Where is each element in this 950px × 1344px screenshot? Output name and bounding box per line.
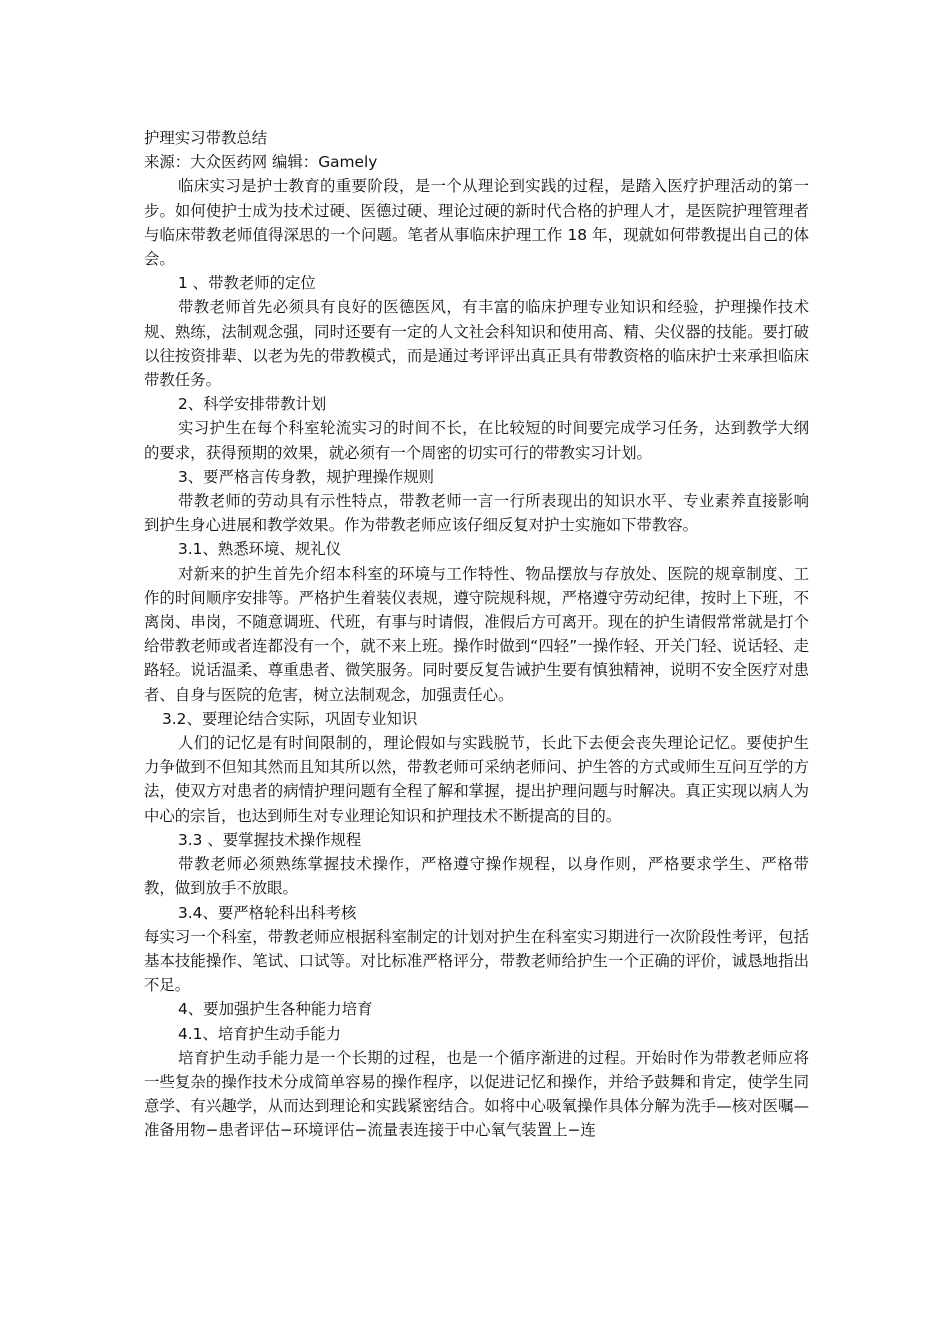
body-paragraph: 实习护生在每个科室轮流实习的时间不长，在比较短的时间要完成学习任务，达到教学大纲的要求，获得预期的效果，就必须有一个周密的切实可行的带教实习计划。 (144, 419, 809, 462)
body-paragraph: 带教老师首先必须具有良好的医德医风，有丰富的临床护理专业知识和经验，护理操作技术规、熟练，法制观念强，同时还要有一定的人文社会科知识和使用高、精、尖仪器的技能。要打破以往按资排辈、以老为先的带教模式，而是通过考评评出真正具有带教资格的临床护士来承担临床带教任务。 (144, 298, 809, 390)
body-paragraph: 对新来的护生首先介绍本科室的环境与工作特性、物品摆放与存放处、医院的规章制度、工作的时间顺序安排等。严格护生着装仪表规，遵守院规科规，严格遵守劳动纪律，按时上下班，不离岗、串岗，不随意调班、代班，有事与时请假，准假后方可离开。现在的护生请假常常就是打个给带教老师或者连都没有一个，就不来上班。操作时做到“四轻”一操作轻、开关门轻、说话轻、走路轻。说话温柔、尊重患者、微笑服务。同时要反复告诫护生要有慎独精神，说明不安全医疗对患者、自身与医院的危害，树立法制观念，加强责任心。 (144, 564, 809, 704)
document-body (144, 126, 809, 1143)
source-line: 来源：大众医药网 编辑：Gamely (144, 153, 378, 172)
body-paragraph: 人们的记忆是有时间限制的，理论假如与实践脱节，长此下去便会丧失理论记忆。要使护生力争做到不但知其然而且知其所以然，带教老师可采纳老师问、护生答的方式或师生互问互学的方法，使双方对患者的病情护理问题有全程了解和掌握，提出护理问题与时解决。真正实现以病人为中心的宗旨，也达到师生对专业理论知识和护理技术不断提高的目的。 (144, 734, 809, 825)
body-paragraph: 培育护生动手能力是一个长期的过程，也是一个循序渐进的过程。开始时作为带教老师应将一些复杂的操作技术分成简单容易的操作程序，以促进记忆和操作，并给予鼓舞和肯定，使学生同意学、有兴趣学，从而达到理论和实践紧密结合。如将中心吸氧操作具体分解为洗手—核对医嘱—准备用物−患者评估−环境评估−流量表连接于中心氧气装置上−连 (144, 1048, 809, 1140)
body-paragraph: 每实习一个科室，带教老师应根据科室制定的计划对护生在科室实习期进行一次阶段性考评，包括基本技能操作、笔试、口试等。对比标准严格评分，带教老师给护生一个正确的评价，诚恳地指出不足。 (144, 927, 809, 995)
section-heading: 4、要加强护生各种能力培育 (178, 1000, 373, 1019)
subsection-heading: 3.4、要严格轮科出科考核 (178, 903, 357, 922)
body-paragraph: 带教老师必须熟练掌握技术操作，严格遵守操作规程，以身作则，严格要求学生、严格带教，做到放手不放眼。 (144, 855, 809, 898)
subsection-heading: 3.1、熟悉环境、规礼仪 (178, 540, 341, 559)
section-heading: 1 、带教老师的定位 (178, 274, 316, 293)
body-paragraph: 带教老师的劳动具有示性特点，带教老师一言一行所表现出的知识水平、专业素养直接影响到护生身心进展和教学效果。作为带教老师应该仔细反复对护士实施如下带教容。 (144, 492, 809, 535)
subsection-heading: 4.1、培育护生动手能力 (178, 1024, 341, 1043)
subsection-heading: 3.2、要理论结合实际，巩固专业知识 (162, 709, 418, 728)
subsection-heading: 3.3 、要掌握技术操作规程 (178, 830, 362, 849)
section-heading: 2、科学安排带教计划 (178, 395, 327, 414)
document-title: 护理实习带教总结 (144, 129, 268, 147)
section-heading: 3、要严格言传身教，规护理操作规则 (178, 467, 435, 486)
intro-paragraph: 临床实习是护士教育的重要阶段，是一个从理论到实践的过程，是踏入医疗护理活动的第一步。如何使护士成为技术过硬、医德过硬、理论过硬的新时代合格的护理人才，是医院护理管理者与临床带教老师值得深思的一个问题。笔者从事临床护理工作 18 年，现就如何带教提出自己的体会。 (144, 177, 809, 269)
